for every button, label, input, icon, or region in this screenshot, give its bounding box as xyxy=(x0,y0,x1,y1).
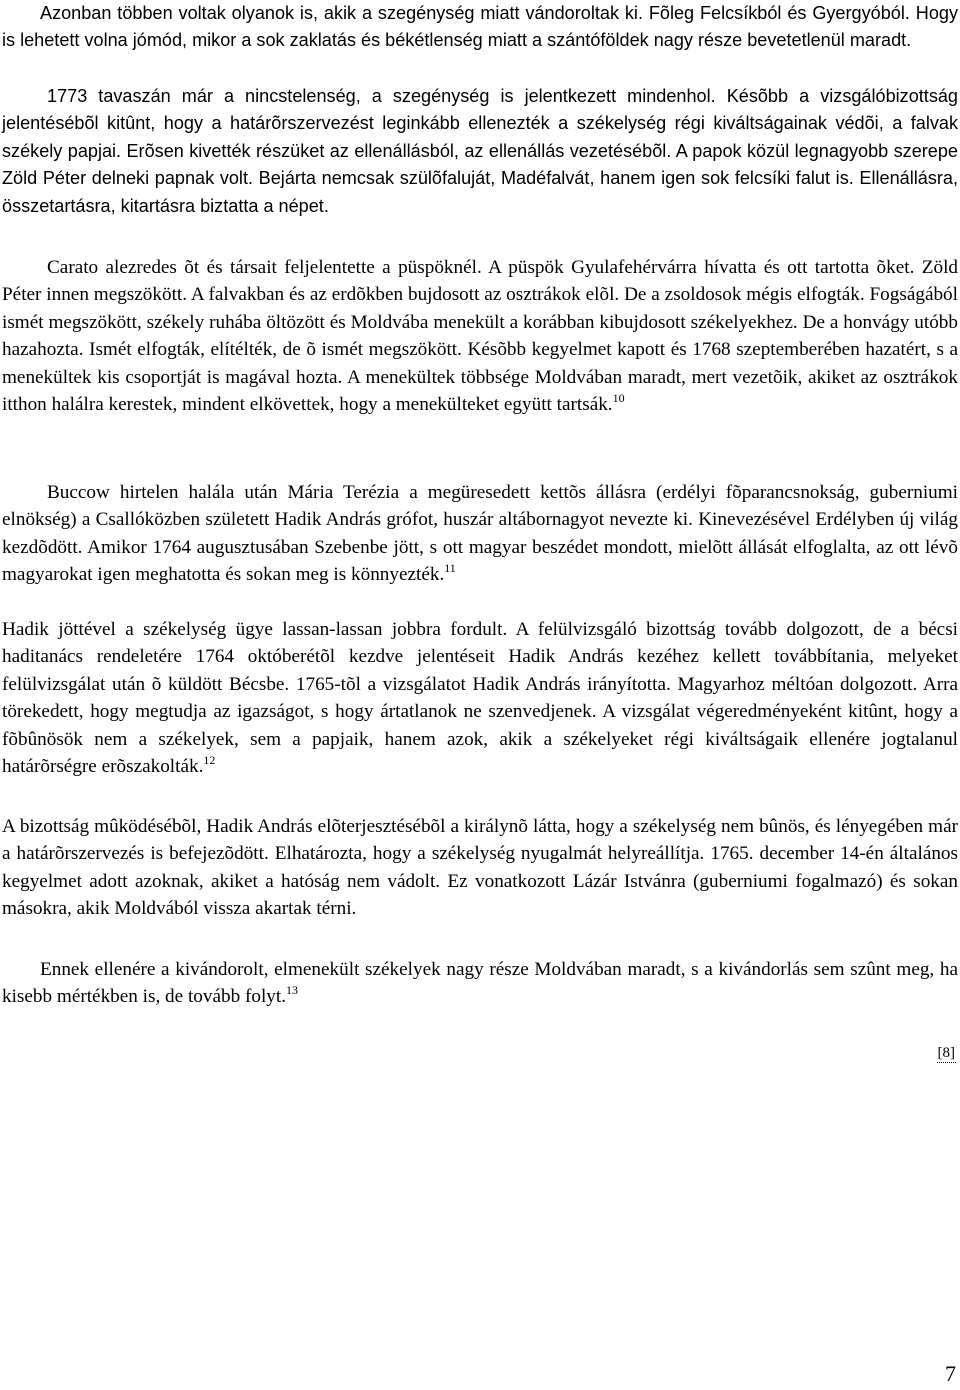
footnote-marker: 10 xyxy=(612,391,625,406)
paragraph-carato-report xyxy=(0,254,960,418)
footnote-marker: 12 xyxy=(203,753,216,768)
paragraph-text: Azonban többen voltak olyanok is, akik a szegénység miatt vándoroltak ki. Fõleg Felcsíkból és Gyergyóból. Hogy is lehetett volna jómód, mikor a sok zaklatás és békétlenség miatt a szántóföldek nagy része bevetetlenül maradt. xyxy=(2,3,958,51)
page-number: 7 xyxy=(945,1361,956,1386)
paragraph-buccow-hadik xyxy=(0,479,960,589)
paragraph-1773-spring xyxy=(0,83,960,220)
page-marker-link[interactable]: [8] xyxy=(937,1045,955,1061)
footnote-marker: 11 xyxy=(444,561,456,576)
paragraph-emigration-poverty xyxy=(0,0,960,55)
paragraph-text: Hadik jöttével a székelység ügye lassan-lassan jobbra fordult. A felülvizsgáló bizottság tovább dolgozott, de a bécsi haditanács rendeletére 1764 októberétõl kezdve jelentéseit Hadik András kezéhez kellett továbbítania, melyeket felülvizsgálat után õ küldött Bécsbe. 1765-tõl a vizsgálatot Hadik András irányította. Magyarhoz méltóan dolgozott. Arra törekedett, hogy megtudja az igazságot, s hogy ártatlanok ne szenvedjenek. A vizsgálat végeredményeként kitûnt, hogy a fõbûnösök nem a székelyek, sem a papjaik, hanem azok, akik a székelyeket régi kiváltságaik ellenére jogtalanul határõrségre erõszakolták. xyxy=(2,619,958,778)
paragraph-hadik-arrival xyxy=(0,616,960,780)
paragraph-committee-result xyxy=(0,813,960,923)
paragraph-text: 1773 tavaszán már a nincstelenség, a szegénység is jelentkezett mindenhol. Késõbb a vizsgálóbizottság jelentésébõl kitûnt, hogy a határõrszervezést leginkább ellenezték a székelység régi kiváltságainak védõi, a falvak székely papjai. Erõsen kivették részüket az ellenállásból, az ellenállás vezetésébõl. A papok közül legnagyobb szerepe Zöld Péter delneki papnak volt. Bejárta nemcsak szülõfaluját, Madéfalvát, hanem igen sok felcsíki falut is. Ellenállásra, összetartásra, kitartásra biztatta a népet. xyxy=(2,86,958,216)
paragraph-text: Buccow hirtelen halála után Mária Terézia a megüresedett kettõs állásra (erdélyi fõparancsnokság, guberniumi elnökség) a Csallóközben született Hadik András grófot, huszár altábornagyot nevezte ki. Kinevezésével Erdélyben új világ kezdõdött. Amikor 1764 augusztusában Szebenbe jött, s ott magyar beszédet mondott, mielõtt állását elfoglalta, az ott lévõ magyarokat igen meghatotta és sokan meg is könnyezték. xyxy=(2,482,958,586)
paragraph-remained-moldavia xyxy=(0,956,960,1011)
footnote-marker: 13 xyxy=(286,983,299,998)
paragraph-text: Ennek ellenére a kivándorolt, elmenekült székelyek nagy része Moldvában maradt, s a kivándorlás sem szûnt meg, ha kisebb mértékben is, de tovább folyt. xyxy=(2,959,958,1008)
paragraph-text: A bizottság mûködésébõl, Hadik András elõterjesztésébõl a királynõ látta, hogy a székelység nem bûnös, és lényegében már a határõrszervezés is befejezõdött. Elhatározta, hogy a székelység nyugalmát helyreállítja. 1765. december 14-én általános kegyelmet adott azoknak, akiket a hatóság nem vádolt. Ez vonatkozott Lázár Istvánra (guberniumi fogalmazó) és sokan másokra, akik Moldvából vissza akartak térni. xyxy=(2,816,958,920)
paragraph-text: Carato alezredes õt és társait feljelentette a püspöknél. A püspök Gyulafehérvárra hívatta és ott tartotta õket. Zöld Péter innen megszökött. A falvakban és az erdõkben bujdosott az osztrákok elõl. De a zsoldosok mégis elfogták. Fogságából ismét megszökött, székely ruhába öltözött és Moldvába menekült a korábban kibujdosott székelyekhez. De a honvágy utóbb hazahozta. Ismét elfogták, elítélték, de õ ismét megszökött. Késõbb kegyelmet kapott és 1768 szeptemberében hazatért, s a menekültek kis csoportját is magával hozta. A menekültek többsége Moldvában maradt, mert vezetõik, akiket az osztrákok itthon halálra kerestek, mindent elkövettek, hogy a menekülteket együtt tartsák. xyxy=(2,257,958,416)
